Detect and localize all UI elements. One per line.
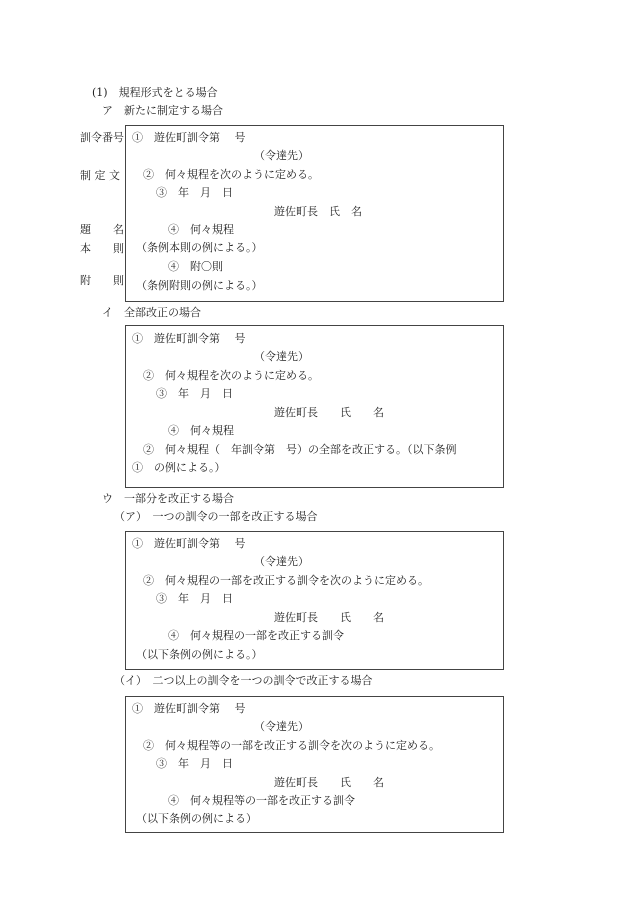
label-main-rules: 本 則	[80, 242, 124, 255]
supplementary-title-line: ④ 附〇則	[168, 260, 223, 273]
full-revision-note: ① の例による。）	[132, 461, 226, 474]
label-enactment-text: 制 定 文	[80, 169, 120, 182]
enactment-line: ② 何々規程の一部を改正する訓令を次のように定める。	[143, 574, 429, 587]
subheading-u: ウ 一部分を改正する場合	[102, 492, 234, 505]
full-revision-line: ② 何々規程（ 年訓令第 号）の全部を改正する。（以下条例	[143, 443, 457, 456]
recipient-line: （令達先）	[254, 350, 309, 363]
date-line: ③ 年 月 日	[156, 387, 233, 400]
template-box-full-revision	[125, 325, 504, 488]
subheading-i: イ 全部改正の場合	[102, 306, 201, 319]
date-line: ③ 年 月 日	[156, 186, 233, 199]
subheading-u-a: （ア） 一つの訓令の一部を改正する場合	[114, 510, 318, 523]
rules-note: （以下条例の例による。）	[136, 648, 263, 661]
regulation-title-line: ④ 何々規程	[168, 424, 234, 437]
mayor-signature-line: 遊佐町長 氏 名	[274, 611, 384, 624]
label-title: 題 名	[80, 223, 124, 236]
supplementary-note: （条例附則の例による。）	[136, 279, 263, 292]
mayor-signature-line: 遊佐町長 氏 名	[274, 406, 384, 419]
order-number-line: ① 遊佐町訓令第 号	[132, 702, 246, 715]
mayor-signature-line: 遊佐町長 氏 名	[274, 205, 362, 218]
label-order-number: 訓令番号	[80, 131, 124, 144]
label-supplementary: 附 則	[80, 274, 124, 287]
order-number-line: ① 遊佐町訓令第 号	[132, 537, 246, 550]
enactment-line: ② 何々規程を次のように定める。	[143, 369, 319, 382]
main-rules-note: （条例本則の例による。）	[136, 241, 263, 254]
template-box-partial-multiple	[125, 696, 504, 833]
regulation-title-line: ④ 何々規程の一部を改正する訓令	[168, 629, 344, 642]
subheading-a: ア 新たに制定する場合	[102, 104, 223, 117]
regulation-title-line: ④ 何々規程	[168, 223, 234, 236]
subheading-u-i: （イ） 二つ以上の訓令を一つの訓令で改正する場合	[114, 674, 373, 687]
recipient-line: （令達先）	[254, 555, 309, 568]
recipient-line: （令達先）	[254, 720, 309, 733]
template-box-new	[125, 125, 504, 302]
date-line: ③ 年 月 日	[156, 592, 233, 605]
order-number-line: ① 遊佐町訓令第 号	[132, 332, 246, 345]
section-heading-1: (1) 規程形式をとる場合	[92, 86, 218, 99]
enactment-line: ② 何々規程等の一部を改正する訓令を次のように定める。	[143, 739, 440, 752]
order-number-line: ① 遊佐町訓令第 号	[132, 131, 246, 144]
regulation-title-line: ④ 何々規程等の一部を改正する訓令	[168, 794, 355, 807]
rules-note: （以下条例の例による）	[136, 812, 257, 825]
date-line: ③ 年 月 日	[156, 757, 233, 770]
template-box-partial-single	[125, 531, 504, 670]
recipient-line: （令達先）	[254, 149, 309, 162]
mayor-signature-line: 遊佐町長 氏 名	[274, 776, 384, 789]
enactment-line: ② 何々規程を次のように定める。	[143, 168, 319, 181]
